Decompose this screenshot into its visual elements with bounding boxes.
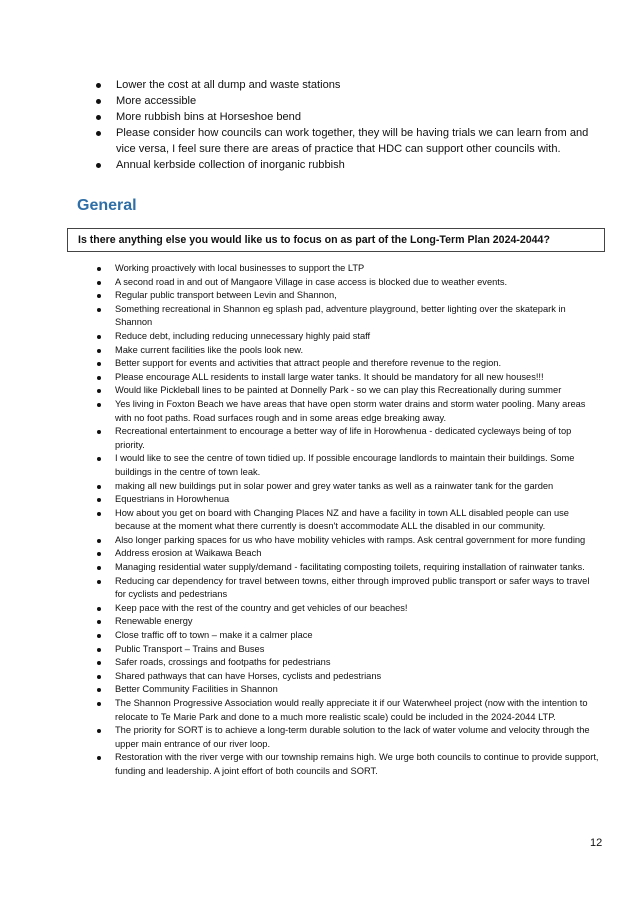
list-item: I would like to see the centre of town tidied up. If possible encourage landlords to maintain their buildings. Some buildings in the centre of town leak.: [97, 452, 602, 479]
list-item: More rubbish bins at Horseshoe bend: [96, 109, 608, 125]
list-item: How about you get on board with Changing Places NZ and have a facility in town ALL disabled people can use because at the moment what there currently is doesn't accommodate ALL the disabled in our community.: [97, 507, 602, 534]
list-item: Managing residential water supply/demand - facilitating composting toilets, requiring installation of rainwater tanks.: [97, 561, 602, 575]
list-item: Make current facilities like the pools look new.: [97, 344, 602, 358]
list-item: Close traffic off to town – make it a calmer place: [97, 629, 602, 643]
list-item: Working proactively with local businesses to support the LTP: [97, 262, 602, 276]
response-list: [97, 262, 602, 779]
list-item: Please consider how councils can work together, they will be having trials we can learn from and vice versa, I feel sure there are areas of practice that HDC can support other councils with.: [96, 125, 608, 157]
list-item: The priority for SORT is to achieve a long-term durable solution to the lack of water volume and velocity through the upper main entrance of our river loop.: [97, 724, 602, 751]
list-item: Equestrians in Horowhenua: [97, 493, 602, 507]
list-item: Also longer parking spaces for us who have mobility vehicles with ramps. Ask central government for more funding: [97, 534, 602, 548]
list-item: Lower the cost at all dump and waste stations: [96, 77, 608, 93]
top-bullet-list: [96, 77, 608, 173]
list-item: Public Transport – Trains and Buses: [97, 643, 602, 657]
list-item: Safer roads, crossings and footpaths for pedestrians: [97, 656, 602, 670]
list-item: Keep pace with the rest of the country and get vehicles of our beaches!: [97, 602, 602, 616]
list-item: Would like Pickleball lines to be painted at Donnelly Park - so we can play this Recreationally during summer: [97, 384, 602, 398]
list-item: A second road in and out of Mangaore Village in case access is blocked due to weather events.: [97, 276, 602, 290]
list-item: Something recreational in Shannon eg splash pad, adventure playground, better lighting over the skatepark in Shannon: [97, 303, 602, 330]
list-item: Address erosion at Waikawa Beach: [97, 547, 602, 561]
list-item: Better Community Facilities in Shannon: [97, 683, 602, 697]
list-item: Please encourage ALL residents to install large water tanks. It should be mandatory for all new houses!!!: [97, 371, 602, 385]
list-item: More accessible: [96, 93, 608, 109]
question-box: Is there anything else you would like us to focus on as part of the Long-Term Plan 2024-2044?: [67, 228, 605, 252]
list-item: Regular public transport between Levin and Shannon,: [97, 289, 602, 303]
list-item: Better support for events and activities that attract people and therefore revenue to the region.: [97, 357, 602, 371]
list-item: Renewable energy: [97, 615, 602, 629]
list-item: making all new buildings put in solar power and grey water tanks as well as a rainwater tank for the garden: [97, 480, 602, 494]
list-item: Yes living in Foxton Beach we have areas that have open storm water drains and storm water pooling. Many areas with no foot paths. Road surfaces rough and in some areas edge breaking away.: [97, 398, 602, 425]
list-item: Annual kerbside collection of inorganic rubbish: [96, 157, 608, 173]
section-heading: General: [77, 197, 137, 214]
list-item: The Shannon Progressive Association would really appreciate it if our Waterwheel project (now with the intention to relocate to Te Marie Park and done to a much more realistic scale) could be included in the 2024-2044 LTP.: [97, 697, 602, 724]
page-number: 12: [590, 837, 603, 849]
list-item: Reducing car dependency for travel between towns, either through improved public transport or safer ways to travel for cyclists and pedestrians: [97, 575, 602, 602]
list-item: Restoration with the river verge with our township remains high. We urge both councils to continue to provide support, funding and leadership. A joint effort of both councils and SORT.: [97, 751, 602, 778]
list-item: Recreational entertainment to encourage a better way of life in Horowhenua - dedicated cycleways being of top priority.: [97, 425, 602, 452]
list-item: Shared pathways that can have Horses, cyclists and pedestrians: [97, 670, 602, 684]
list-item: Reduce debt, including reducing unnecessary highly paid staff: [97, 330, 602, 344]
